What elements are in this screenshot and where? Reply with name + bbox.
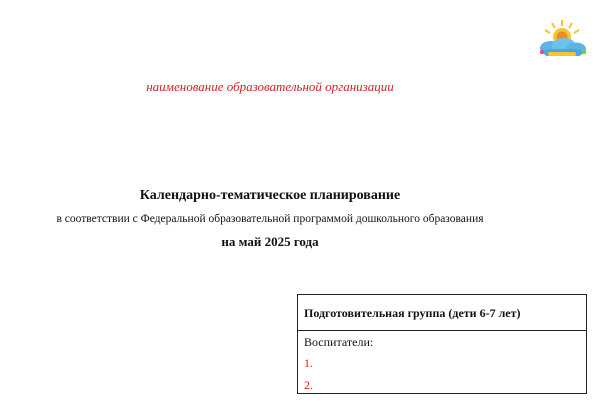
group-info-table (297, 294, 587, 394)
document-title: Календарно-тематическое планирование (139, 188, 401, 203)
teacher-item: 2. (304, 378, 313, 392)
group-name: Подготовительная группа (дети 6-7 лет) (298, 295, 586, 331)
teacher-item: 1. (304, 356, 313, 370)
document-period: на май 2025 года (221, 234, 319, 249)
document-subtitle: в соответствии с Федеральной образовательной программой дошкольного образования (56, 213, 484, 225)
sun-cloud-logo-icon (534, 18, 590, 62)
teachers-section (298, 331, 586, 395)
teachers-label: Воспитатели: (304, 335, 374, 349)
organization-name-placeholder: наименование образовательной организации (146, 79, 394, 94)
